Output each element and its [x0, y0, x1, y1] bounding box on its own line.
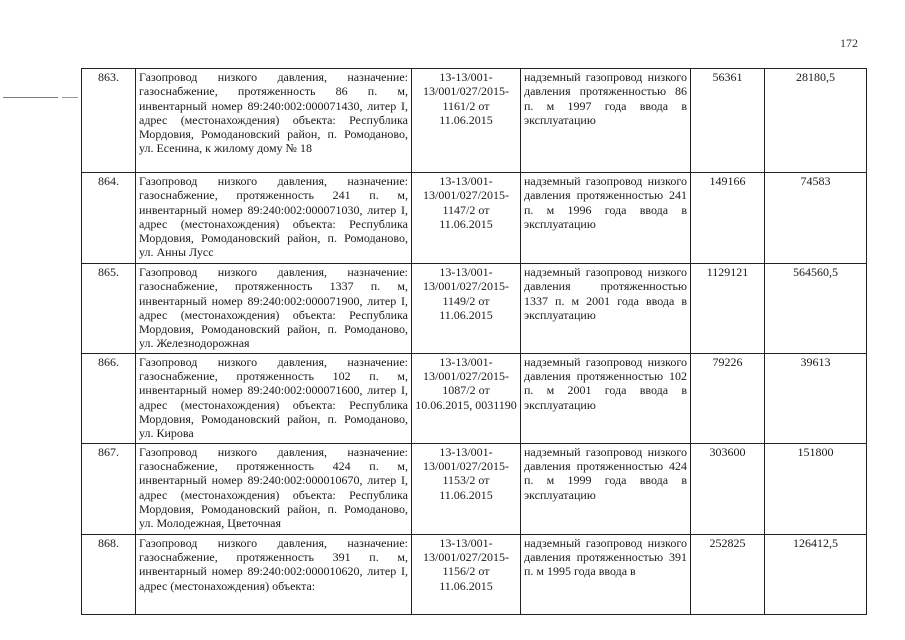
- registration-record: 13-13/001-13/001/027/2015-1087/2 от 10.06.2015, 0031190: [412, 353, 521, 443]
- value-1: 252825: [691, 534, 765, 614]
- value-1: 1129121: [691, 264, 765, 354]
- object-characteristics: надземный газопровод низкого давления протяженностью 424 п. м 1999 года ввода в эксплуатацию: [521, 443, 691, 534]
- object-description: Газопровод низкого давления, назначение: газоснабжение, протяженность 241 п. м, инвентарный номер 89:240:002:000071030, литер I, адрес (местонахождения) объекта: Республика Мордовия, Ромодановский район, п. Ромоданово, ул. Анны Лусс: [136, 173, 412, 264]
- scan-artifact-line: [62, 97, 78, 98]
- value-1: 303600: [691, 443, 765, 534]
- table-row: [82, 534, 867, 614]
- value-2: 74583: [765, 173, 867, 264]
- object-characteristics: надземный газопровод низкого давления протяженностью 1337 п. м 2001 года ввода в эксплуатацию: [521, 264, 691, 354]
- object-characteristics: надземный газопровод низкого давления протяженностью 391 п. м 1995 года ввода в: [521, 534, 691, 614]
- value-1: 56361: [691, 69, 765, 173]
- table-row: [82, 353, 867, 443]
- row-number: 867.: [82, 443, 136, 534]
- registration-record: 13-13/001-13/001/027/2015-1153/2 от 11.06.2015: [412, 443, 521, 534]
- value-2: 39613: [765, 353, 867, 443]
- property-registry-table: [81, 68, 867, 615]
- row-number: 868.: [82, 534, 136, 614]
- value-1: 79226: [691, 353, 765, 443]
- table-row: [82, 443, 867, 534]
- object-description: Газопровод низкого давления, назначение: газоснабжение, протяженность 102 п. м, инвентарный номер 89:240:002:000071600, литер I, адрес (местонахождения) объекта: Республика Мордовия, Ромодановский район, п. Ромоданово, ул. Кирова: [136, 353, 412, 443]
- object-characteristics: надземный газопровод низкого давления протяженностью 86 п. м 1997 года ввода в эксплуатацию: [521, 69, 691, 173]
- table-row: [82, 173, 867, 264]
- row-number: 864.: [82, 173, 136, 264]
- object-characteristics: надземный газопровод низкого давления протяженностью 102 п. м 2001 года ввода в эксплуатацию: [521, 353, 691, 443]
- registration-record: 13-13/001-13/001/027/2015-1147/2 от 11.06.2015: [412, 173, 521, 264]
- page-number: 172: [840, 36, 858, 50]
- row-number: 865.: [82, 264, 136, 354]
- table-row: [82, 264, 867, 354]
- table-row: [82, 69, 867, 173]
- row-number: 866.: [82, 353, 136, 443]
- value-2: 564560,5: [765, 264, 867, 354]
- value-1: 149166: [691, 173, 765, 264]
- value-2: 126412,5: [765, 534, 867, 614]
- object-description: Газопровод низкого давления, назначение: газоснабжение, протяженность 1337 п. м, инвентарный номер 89:240:002:000071900, литер I, адрес (местонахождения) объекта: Республика Мордовия, Ромодановский район, п. Ромоданово, ул. Железнодорожная: [136, 264, 412, 354]
- value-2: 28180,5: [765, 69, 867, 173]
- registration-record: 13-13/001-13/001/027/2015-1156/2 от 11.06.2015: [412, 534, 521, 614]
- object-characteristics: надземный газопровод низкого давления протяженностью 241 п. м 1996 года ввода в эксплуатацию: [521, 173, 691, 264]
- registration-record: 13-13/001-13/001/027/2015-1149/2 от 11.06.2015: [412, 264, 521, 354]
- object-description: Газопровод низкого давления, назначение: газоснабжение, протяженность 86 п. м, инвентарный номер 89:240:002:000071430, литер I, адрес (местонахождения) объекта: Республика Мордовия, Ромодановский район, п. Ромоданово, ул. Есенина, к жилому дому № 18: [136, 69, 412, 173]
- object-description: Газопровод низкого давления, назначение: газоснабжение, протяженность 424 п. м, инвентарный номер 89:240:002:000010670, литер I, адрес (местонахождения) объекта: Республика Мордовия, Ромодановский район, п. Ромоданово, ул. Молодежная, Цветочная: [136, 443, 412, 534]
- value-2: 151800: [765, 443, 867, 534]
- registration-record: 13-13/001-13/001/027/2015-1161/2 от 11.06.2015: [412, 69, 521, 173]
- object-description: Газопровод низкого давления, назначение: газоснабжение, протяженность 391 п. м, инвентарный номер 89:240:002:000010620, литер I, адрес (местонахождения) объекта:: [136, 534, 412, 614]
- row-number: 863.: [82, 69, 136, 173]
- scan-artifact-line: [3, 97, 58, 98]
